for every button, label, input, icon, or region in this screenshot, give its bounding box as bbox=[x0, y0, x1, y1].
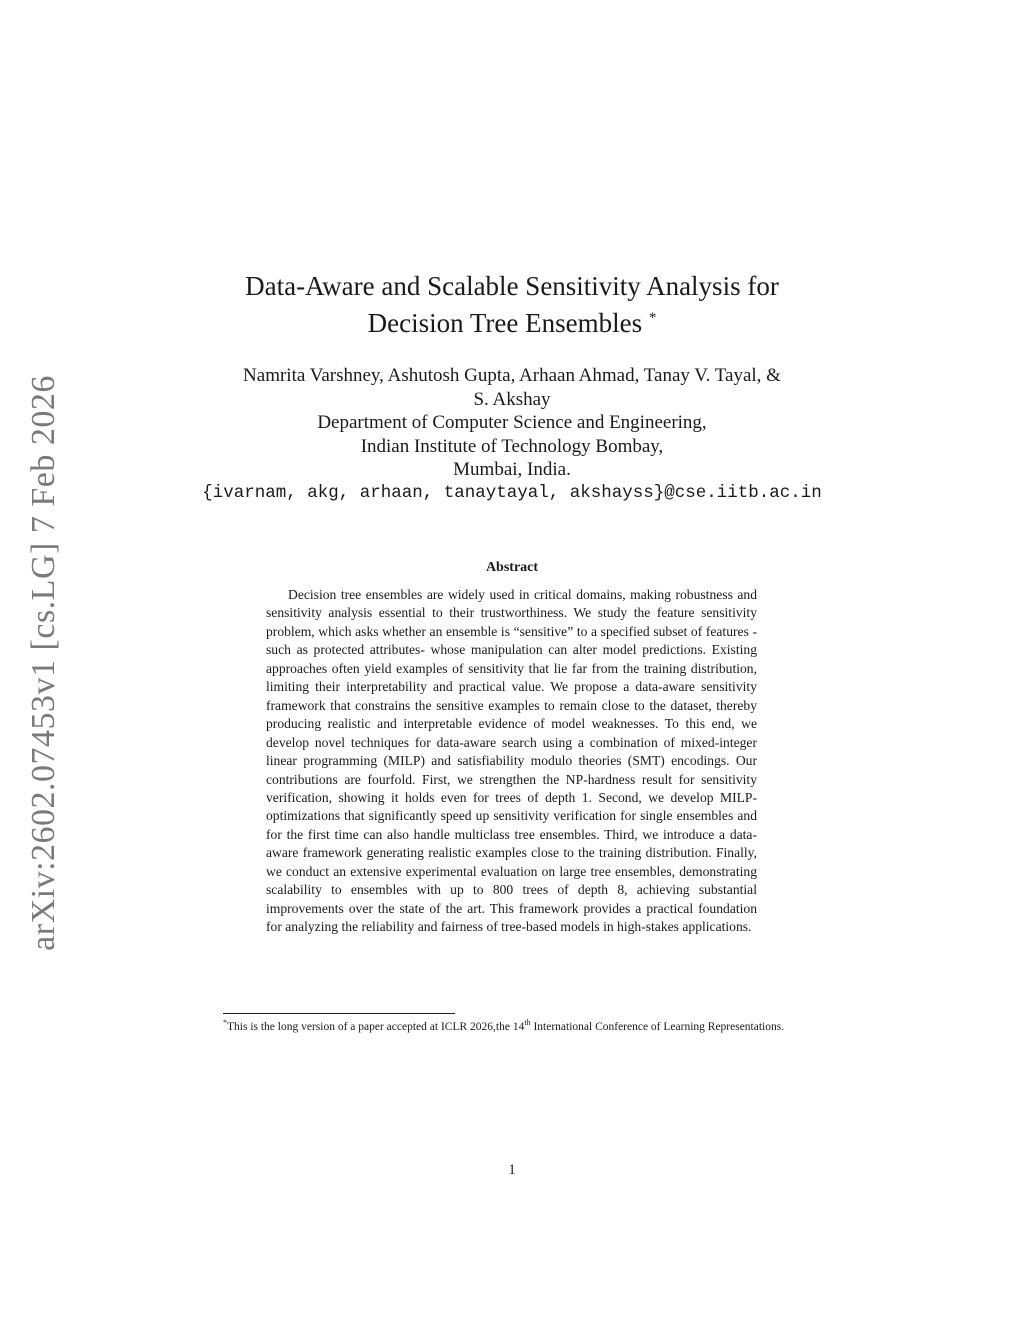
arxiv-identifier-stamp bbox=[24, 375, 64, 951]
author-block bbox=[180, 364, 844, 505]
title-line-2 bbox=[180, 305, 844, 342]
title-footnote-marker: * bbox=[648, 310, 657, 326]
footnote-text-before: This is the long version of a paper accepted at ICLR 2026,the 14 bbox=[227, 1021, 525, 1033]
affiliation-department: Department of Computer Science and Engineering, bbox=[317, 412, 707, 433]
abstract-text: Decision tree ensembles are widely used in critical domains, making robustness and sensitivity analysis essential to their trustworthiness. We study the feature sensitivity problem, which asks whether an ensemble is “sensitive” to a specified subset of features - such as protected attributes- whose manipulation can alter model predictions. Existing approaches often yield examples of sensitivity that lie far from the training distribution, limiting their interpretability and practical value. We propose a data-aware sensitivity framework that constrains the sensitive examples to remain close to the dataset, thereby producing realistic and interpretable evidence of model weaknesses. To this end, we develop novel techniques for data-aware search using a combination of mixed-integer linear programming (MILP) and satisfiability modulo theories (SMT) encodings. Our contributions are fourfold. First, we strengthen the NP-hardness result for sensitivity verification, showing it holds even for trees of depth 1. Second, we develop MILP-optimizations that significantly speed up sensitivity verification for single ensembles and for the first time can also handle multiclass tree ensembles. Third, we introduce a data-aware framework generating realistic examples close to the training distribution. Finally, we conduct an extensive experimental evaluation on large tree ensembles, demonstrating scalability to ensembles with up to 800 trees of depth 8, achieving substantial improvements over the state of the art. This framework provides a practical foundation for analyzing the reliability and fairness of tree-based models in high-stakes applications. bbox=[266, 587, 757, 935]
footnote-superscript: th bbox=[524, 1018, 531, 1028]
footnote-marker: * bbox=[223, 1018, 227, 1028]
affiliation-city: Mumbai, India. bbox=[453, 459, 571, 480]
footnote-divider bbox=[223, 1013, 455, 1014]
author-names-line-2: S. Akshay bbox=[473, 388, 551, 410]
author-emails: {ivarnam, akg, arhaan, tanaytayal, akshayss}@cse.iitb.ac.in bbox=[202, 482, 822, 503]
abstract-heading: Abstract bbox=[485, 560, 539, 575]
paper-title bbox=[180, 268, 844, 342]
affiliation-institute: Indian Institute of Technology Bombay, bbox=[360, 435, 664, 457]
author-names-line-1: Namrita Varshney, Ashutosh Gupta, Arhaan Ahmad, Tanay V. Tayal, & bbox=[243, 365, 781, 386]
arxiv-identifier-text: arXiv:2602.07453v1 [cs.LG] 7 Feb 2026 bbox=[25, 375, 62, 951]
footnote-text-after: International Conference of Learning Representations. bbox=[530, 1021, 785, 1033]
title-line-2-text: Decision Tree Ensembles bbox=[367, 308, 643, 338]
title-line-1: Data-Aware and Scalable Sensitivity Analysis for bbox=[245, 271, 779, 301]
footnote bbox=[223, 1019, 800, 1035]
page-number: 1 bbox=[508, 1162, 516, 1178]
